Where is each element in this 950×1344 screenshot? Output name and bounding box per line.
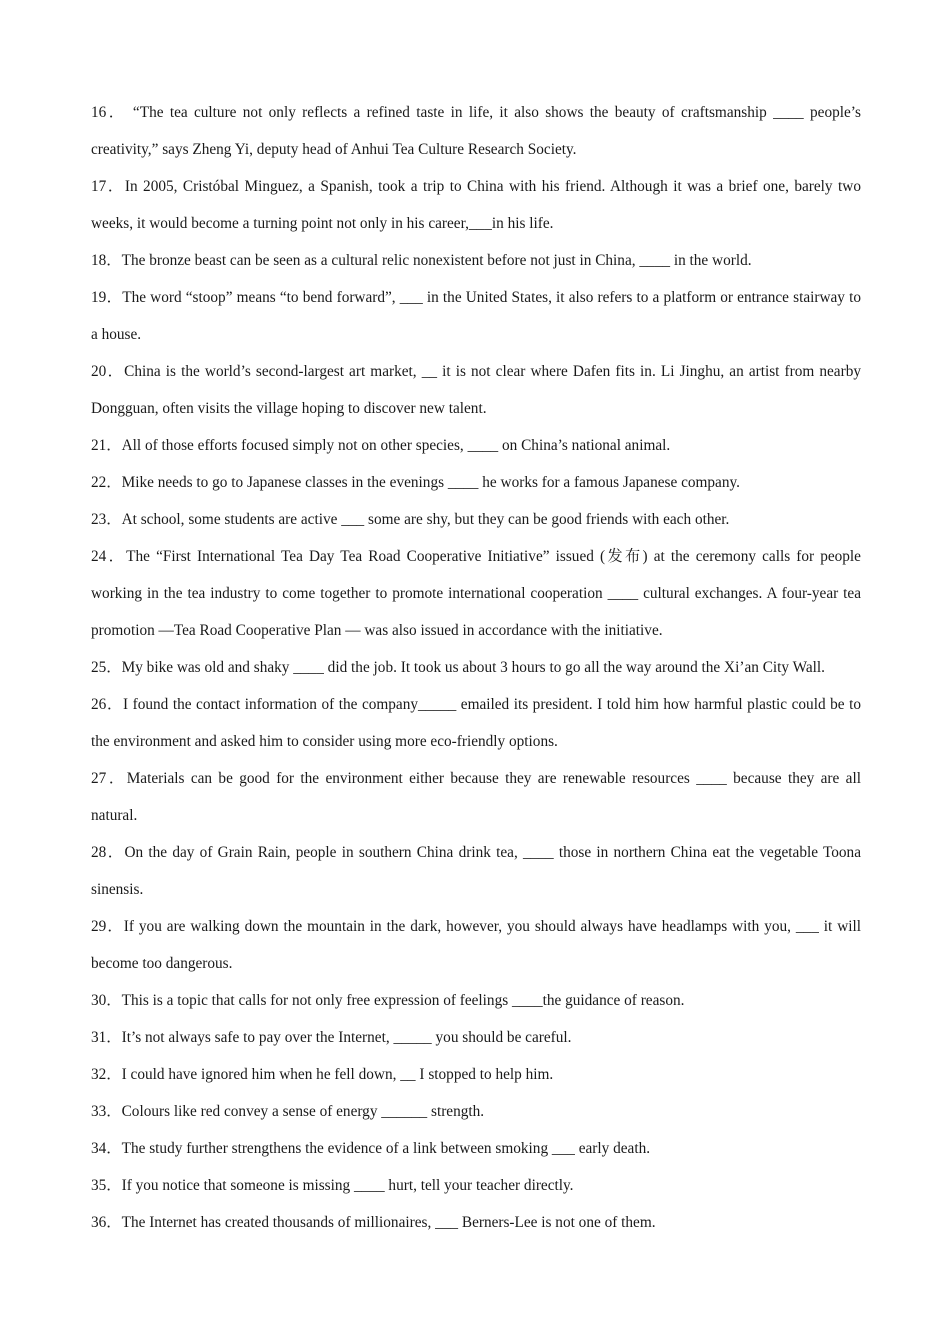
question-number: 31． [91,1029,122,1046]
question-number: 21． [91,437,122,454]
question-text: If you are walking down the mountain in the dark, however, you should always have headlamps with you, ___ it will become too dangerous. [91,918,861,972]
question-number: 35． [91,1177,122,1194]
question-text: This is a topic that calls for not only free expression of feelings ____the guidance of reason. [121,992,685,1009]
question-33 [91,1093,861,1130]
question-number: 34． [91,1140,122,1157]
question-text: Materials can be good for the environment either because they are renewable resources ____ because they are all natural. [91,770,861,824]
question-text: Mike needs to go to Japanese classes in the evenings ____ he works for a famous Japanese company. [121,474,740,491]
question-text: I could have ignored him when he fell down, __ I stopped to help him. [121,1066,554,1083]
question-number: 18． [91,252,122,269]
question-text: Colours like red convey a sense of energy ______ strength. [121,1103,485,1120]
question-text: If you notice that someone is missing ____ hurt, tell your teacher directly. [121,1177,574,1194]
question-number: 20． [91,363,125,380]
question-35 [91,1167,861,1204]
question-text: The bronze beast can be seen as a cultural relic nonexistent before not just in China, ____ in the world. [121,252,752,269]
question-36 [91,1204,861,1241]
question-text: At school, some students are active ___ some are shy, but they can be good friends with each other. [121,511,730,528]
exercise-page [91,94,861,1241]
question-27 [91,760,861,834]
question-29 [91,908,861,982]
question-number: 19． [91,289,123,306]
question-text: The word “stoop” means “to bend forward”, ___ in the United States, it also refers to a platform or entrance stairway to a house. [91,289,861,343]
question-22 [91,464,861,501]
question-25 [91,649,861,686]
question-number: 24． [91,548,127,565]
question-17 [91,168,861,242]
question-34 [91,1130,861,1167]
question-number: 30． [91,992,122,1009]
question-number: 22． [91,474,122,491]
question-24 [91,538,861,649]
question-text: It’s not always safe to pay over the Internet, _____ you should be careful. [121,1029,572,1046]
question-text: I found the contact information of the company_____ emailed its president. I told him how harmful plastic could be to the environment and asked him to consider using more eco-friendly options. [91,696,861,750]
question-18 [91,242,861,279]
question-number: 36． [91,1214,122,1231]
question-text: In 2005, Cristóbal Minguez, a Spanish, took a trip to China with his friend. Although it was a brief one, barely two weeks, it would become a turning point not only in his career,___in his life. [91,178,861,232]
question-number: 16． [91,104,127,121]
question-16 [91,94,861,168]
question-21 [91,427,861,464]
question-number: 29． [91,918,124,935]
question-text: The Internet has created thousands of millionaires, ___ Berners-Lee is not one of them. [121,1214,656,1231]
question-32 [91,1056,861,1093]
question-number: 25． [91,659,122,676]
question-number: 17． [91,178,125,195]
question-text: China is the world’s second-largest art market, __ it is not clear where Dafen fits in. Li Jinghu, an artist from nearby Dongguan, often visits the village hoping to discover new talent. [91,363,861,417]
question-text: All of those efforts focused simply not on other species, ____ on China’s national animal. [121,437,671,454]
question-31 [91,1019,861,1056]
question-19 [91,279,861,353]
question-text: My bike was old and shaky ____ did the job. It took us about 3 hours to go all the way around the Xi’an City Wall. [121,659,825,676]
question-20 [91,353,861,427]
question-30 [91,982,861,1019]
question-number: 32． [91,1066,122,1083]
question-28 [91,834,861,908]
question-text: “The tea culture not only reflects a refined taste in life, it also shows the beauty of craftsmanship ____ people’s creativity,” says Zheng Yi, deputy head of Anhui Tea Culture Research Society. [91,104,861,158]
question-number: 23． [91,511,122,528]
question-text: On the day of Grain Rain, people in southern China drink tea, ____ those in northern China eat the vegetable Toona sinensis. [91,844,861,898]
question-23 [91,501,861,538]
question-26 [91,686,861,760]
question-number: 33． [91,1103,122,1120]
question-number: 27． [91,770,127,787]
question-text: The “First International Tea Day Tea Road Cooperative Initiative” issued (发布) at the ceremony calls for people working in the tea industry to come together to promote international cooperation ____ cultural exchanges. A four-year tea promotion —Tea Road Cooperative Plan — was also issued in accordance with the initiative. [91,548,861,639]
question-text: The study further strengthens the evidence of a link between smoking ___ early death. [121,1140,651,1157]
question-number: 28． [91,844,125,861]
question-number: 26． [91,696,123,713]
